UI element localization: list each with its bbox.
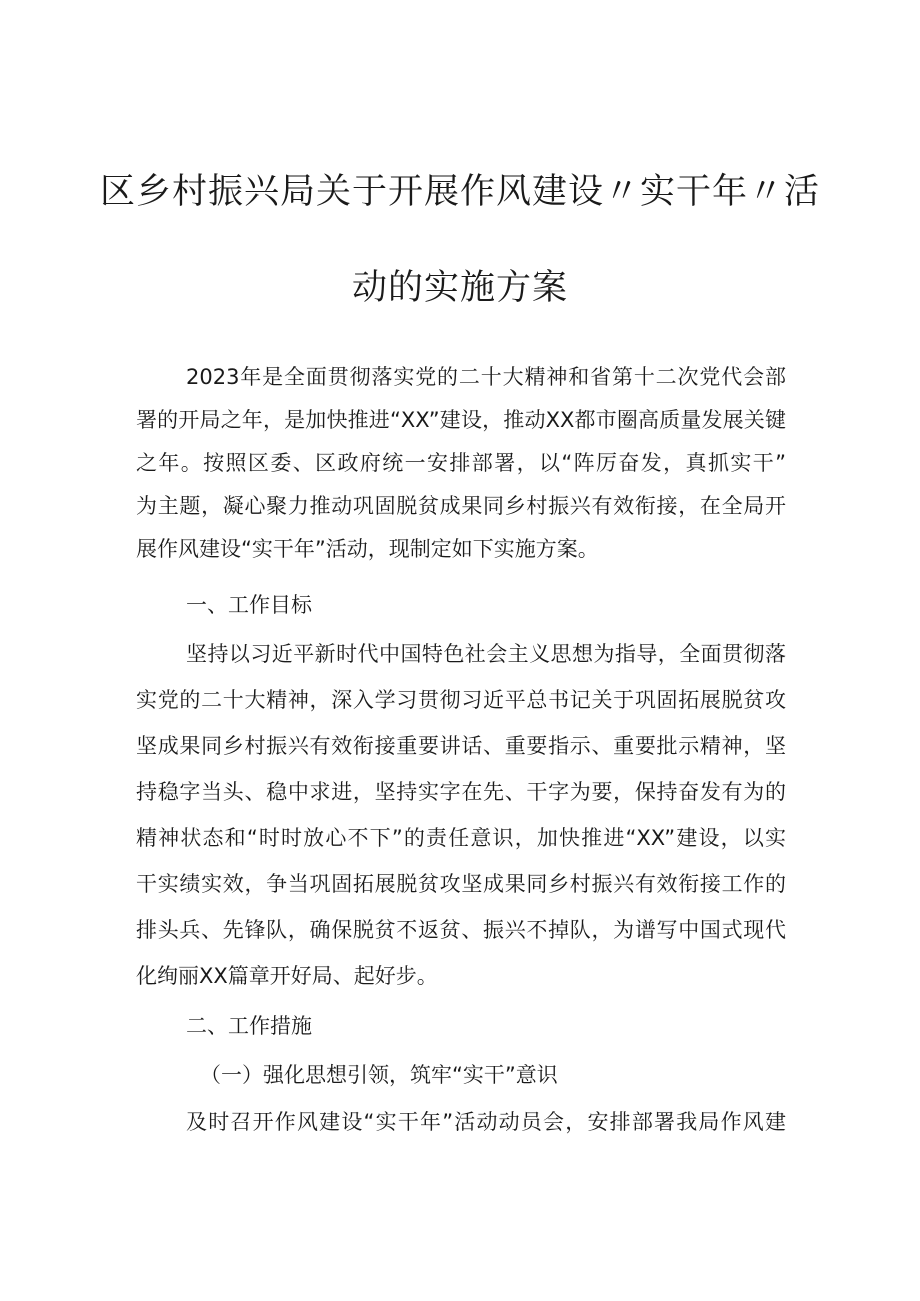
- section1-paragraph-line: 坚成果同乡村振兴有效衔接重要讲话、重要指示、重要批示精神，坚: [136, 734, 786, 758]
- intro-paragraph-line: 为主题，凝心聚力推动巩固脱贫成果同乡村振兴有效衔接，在全局开: [136, 494, 786, 518]
- subsection1-paragraph-line: 及时召开作风建设“实干年”活动动员会，安排部署我局作风建: [186, 1110, 786, 1134]
- intro-paragraph-line: 署的开局之年，是加快推进“XX”建设，推动XX都市圈高质量发展关键: [136, 408, 786, 432]
- section1-paragraph-line: 精神状态和“时时放心不下”的责任意识，加快推进“XX”建设，以实: [136, 826, 786, 850]
- document-title-line-1: 区乡村振兴局关于开展作风建设〃实干年〃活: [100, 172, 821, 212]
- subsection-heading-ideology: （一）强化思想引领，筑牢“实干”意识: [200, 1063, 558, 1087]
- section1-paragraph-line: 实党的二十大精神，深入学习贯彻习近平总书记关于巩固拓展脱贫攻: [136, 688, 786, 712]
- section1-paragraph-line: 化绚丽XX篇章开好局、起好步。: [136, 964, 438, 988]
- section-heading-measures: 二、工作措施: [186, 1014, 312, 1038]
- section1-paragraph-line: 排头兵、先锋队，确保脱贫不返贫、振兴不掉队，为谱写中国式现代: [136, 918, 786, 942]
- section1-paragraph-line: 持稳字当头、稳中求进，坚持实字在先、干字为要，保持奋发有为的: [136, 780, 786, 804]
- section1-paragraph-line: 干实绩实效，争当巩固拓展脱贫攻坚成果同乡村振兴有效衔接工作的: [136, 872, 786, 896]
- intro-paragraph-line: 2023年是全面贯彻落实党的二十大精神和省第十二次党代会部: [186, 365, 786, 389]
- document-title-line-2: 动的实施方案: [351, 268, 568, 308]
- section-heading-goals: 一、工作目标: [186, 593, 312, 617]
- section1-paragraph-line: 坚持以习近平新时代中国特色社会主义思想为指导，全面贯彻落: [186, 642, 786, 666]
- intro-paragraph-line: 之年。按照区委、区政府统一安排部署，以“阵厉奋发，真抓实干”: [136, 451, 786, 475]
- intro-paragraph-line: 展作风建设“实干年”活动，现制定如下实施方案。: [136, 537, 599, 561]
